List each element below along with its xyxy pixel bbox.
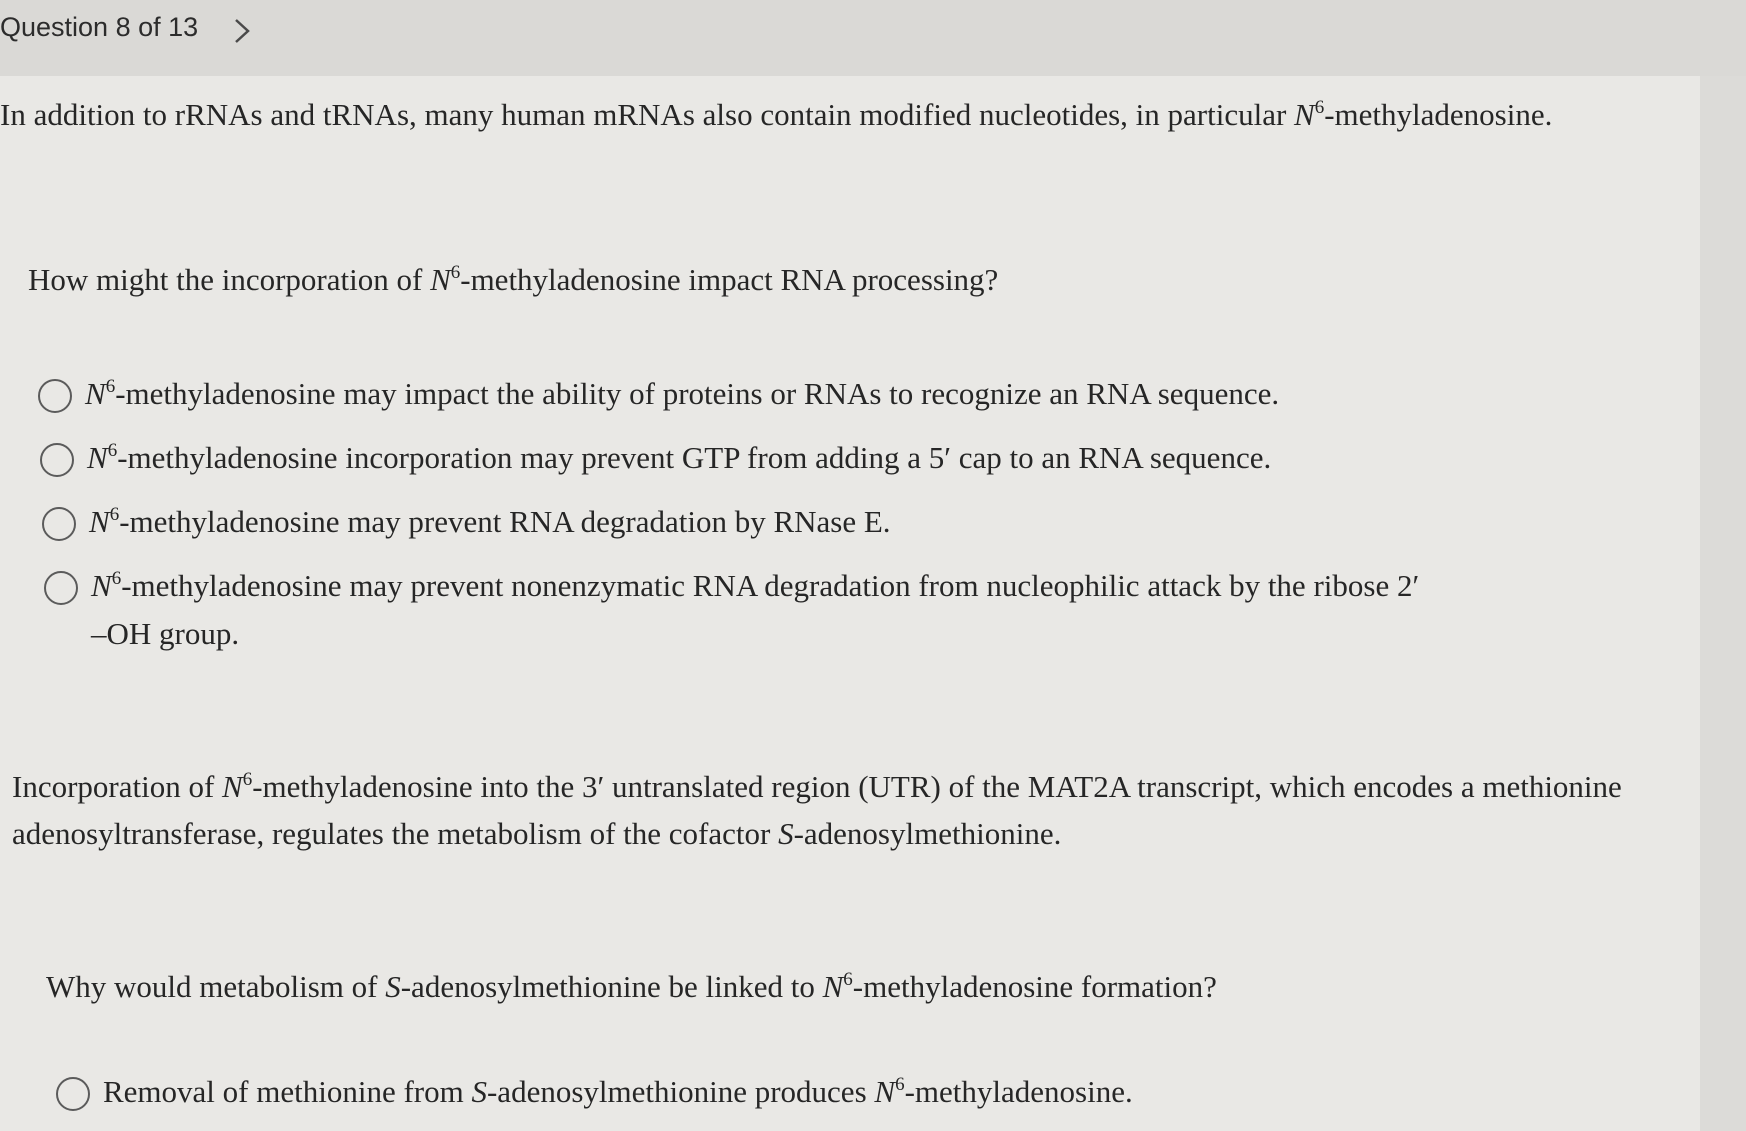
q1-superscript: 6 [450, 262, 461, 283]
q1-option-3-label [89, 498, 891, 546]
para-part-1: Incorporation of [12, 769, 223, 804]
superscript: 6 [107, 440, 118, 461]
q2-option-1[interactable] [56, 1074, 1133, 1116]
radio-button[interactable] [44, 571, 78, 605]
q2-part-2: -adenosylmethionine be linked to [400, 969, 823, 1004]
q2-part-1: Why would metabolism of [46, 969, 386, 1004]
para-n-symbol: N [222, 769, 243, 804]
q1-option-3[interactable] [42, 504, 891, 546]
superscript: 6 [109, 504, 120, 525]
option-part-3: -methyladenosine. [904, 1074, 1133, 1109]
option-text: -methyladenosine may impact the ability of proteins or RNAs to recognize an RNA sequence. [115, 376, 1280, 411]
para-superscript: 6 [242, 769, 253, 790]
s-symbol: S [471, 1074, 487, 1109]
option-text: -methyladenosine incorporation may prevent GTP from adding a 5′ cap to an RNA sequence. [117, 440, 1272, 475]
mat2a-paragraph [12, 763, 1632, 857]
intro-n-symbol: N [1294, 97, 1315, 132]
superscript: 6 [895, 1074, 905, 1095]
q1-n-symbol: N [430, 262, 451, 297]
para-part-2: -methyladenosine into the 3′ untranslated region (UTR) of the MAT2A transcript, which encodes a methionine adenosyltransferase, regulates the metabolism of the cofactor [12, 769, 1622, 851]
n-symbol: N [89, 504, 110, 539]
radio-button[interactable] [56, 1077, 90, 1111]
intro-text [0, 97, 1690, 133]
q1-before: How might the incorporation of [28, 262, 431, 297]
question-1-prompt [28, 262, 998, 298]
radio-button[interactable] [42, 507, 76, 541]
panel-edge [1700, 76, 1746, 1131]
option-text: -methyladenosine may prevent RNA degradation by RNase E. [119, 504, 891, 539]
intro-before: In addition to rRNAs and tRNAs, many human mRNAs also contain modified nucleotides, in particular [0, 97, 1295, 132]
n-symbol: N [87, 440, 108, 475]
superscript: 6 [105, 376, 116, 397]
radio-button[interactable] [38, 379, 72, 413]
q2-part-3: -methyladenosine formation? [852, 969, 1217, 1004]
q1-option-4-label [91, 562, 1419, 658]
q2-s-symbol: S [385, 969, 401, 1004]
n-symbol: N [91, 568, 112, 603]
q1-after: -methyladenosine impact RNA processing? [460, 262, 999, 297]
question-counter [0, 12, 198, 43]
para-s-symbol: S [778, 816, 794, 851]
question-counter-label: Question 8 of 13 [0, 12, 199, 42]
option-text-line-2: –OH group. [91, 616, 240, 651]
option-part-1: Removal of methionine from [103, 1074, 472, 1109]
radio-button[interactable] [40, 443, 74, 477]
question-2-prompt [46, 969, 1217, 1005]
q1-option-1-label [85, 370, 1279, 418]
q2-n-symbol: N [822, 969, 844, 1004]
n-symbol: N [85, 376, 106, 411]
intro-after: -methyladenosine. [1324, 97, 1553, 132]
next-question-button[interactable] [228, 14, 256, 48]
intro-superscript: 6 [1314, 97, 1325, 118]
option-text: -methyladenosine may prevent nonenzymatic RNA degradation from nucleophilic attack by the ribose 2′ [121, 568, 1420, 603]
q1-option-1[interactable] [38, 376, 1279, 418]
q1-option-4[interactable] [44, 568, 1604, 658]
q2-superscript: 6 [843, 969, 853, 990]
n-symbol: N [874, 1074, 896, 1109]
chevron-right-icon [232, 16, 252, 46]
q2-option-1-label [103, 1068, 1133, 1116]
para-part-3: -adenosylmethionine. [793, 816, 1062, 851]
superscript: 6 [111, 568, 122, 589]
option-part-2: -adenosylmethionine produces [486, 1074, 875, 1109]
q1-option-2-label [87, 434, 1271, 482]
q1-option-2[interactable] [40, 440, 1271, 482]
top-bar [0, 0, 1746, 76]
